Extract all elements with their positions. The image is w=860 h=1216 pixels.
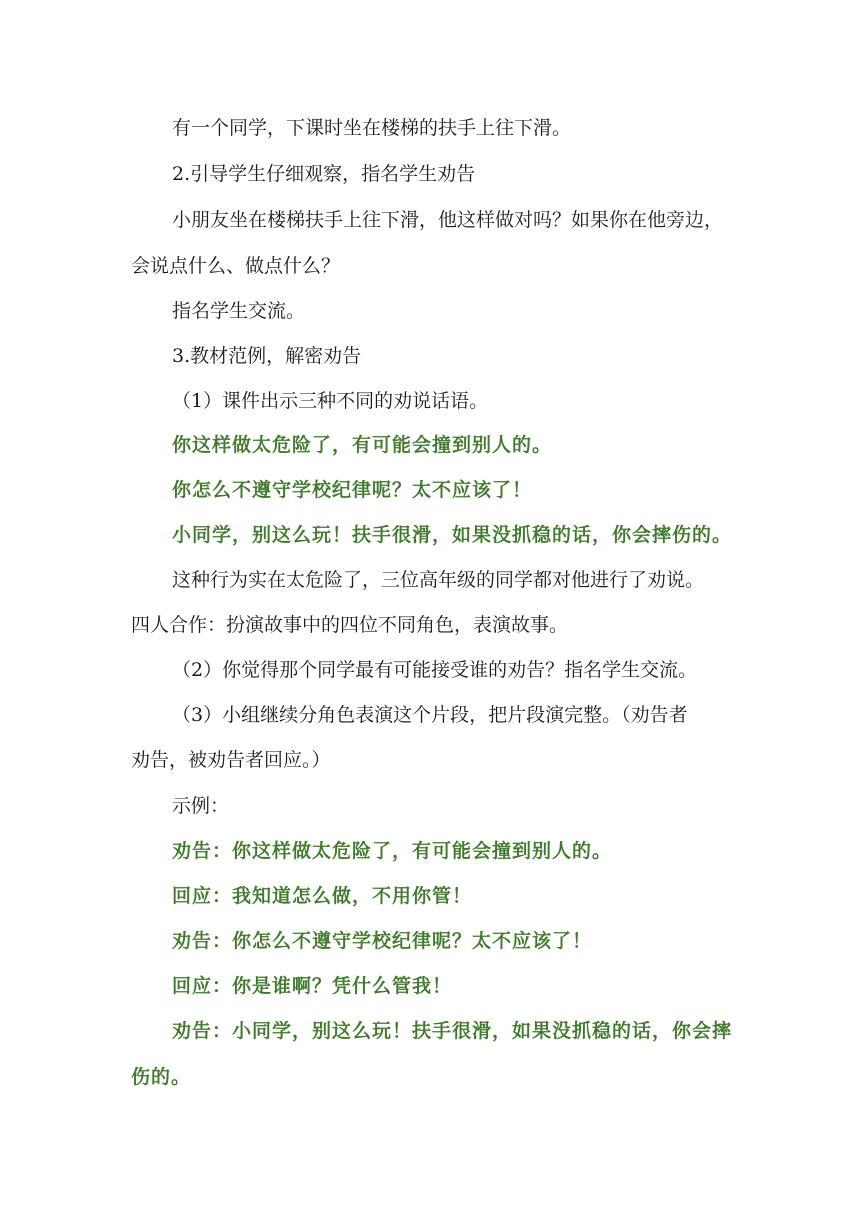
paragraph-line: 劝告，被劝告者回应。） bbox=[131, 749, 331, 771]
section-heading: 2.引导学生仔细观察，指名学生劝告 bbox=[172, 163, 476, 185]
paragraph-line: （3）小组继续分角色表演这个片段，把片段演完整。（劝告者 bbox=[172, 704, 688, 726]
example-sentence: 小同学，别这么玩！扶手很滑，如果没抓稳的话，你会摔伤的。 bbox=[172, 524, 733, 546]
paragraph-line: 有一个同学，下课时坐在楼梯的扶手上往下滑。 bbox=[172, 117, 572, 139]
paragraph-line: 示例： bbox=[172, 795, 230, 817]
paragraph-line: （2）你觉得那个同学最有可能接受谁的劝告？指名学生交流。 bbox=[172, 659, 698, 681]
paragraph-line: 指名学生交流。 bbox=[172, 300, 306, 322]
paragraph-line: 四人合作：扮演故事中的四位不同角色，表演故事。 bbox=[131, 614, 569, 636]
dialogue-advice: 劝告：你怎么不遵守学校纪律呢？太不应该了！ bbox=[172, 930, 593, 952]
section-heading: 3.教材范例，解密劝告 bbox=[172, 345, 362, 367]
dialogue-response: 回应：你是谁啊？凭什么管我！ bbox=[172, 975, 453, 997]
paragraph-line: 这种行为实在太危险了，三位高年级的同学都对他进行了劝说。 bbox=[172, 569, 705, 591]
dialogue-advice: 劝告：你这样做太危险了，有可能会撞到别人的。 bbox=[172, 840, 613, 862]
paragraph-line: （1）课件出示三种不同的劝说话语。 bbox=[172, 390, 489, 412]
paragraph-line: 小朋友坐在楼梯扶手上往下滑，他这样做对吗？如果你在他旁边， bbox=[172, 209, 724, 231]
example-sentence: 你这样做太危险了，有可能会撞到别人的。 bbox=[172, 434, 553, 456]
example-sentence: 你怎么不遵守学校纪律呢？太不应该了！ bbox=[172, 479, 533, 501]
dialogue-advice: 劝告：小同学，别这么玩！扶手很滑，如果没抓稳的话，你会摔 bbox=[172, 1020, 733, 1042]
dialogue-response: 回应：我知道怎么做，不用你管！ bbox=[172, 885, 473, 907]
paragraph-line: 会说点什么、做点什么？ bbox=[131, 255, 341, 277]
dialogue-advice: 伤的。 bbox=[131, 1066, 192, 1088]
